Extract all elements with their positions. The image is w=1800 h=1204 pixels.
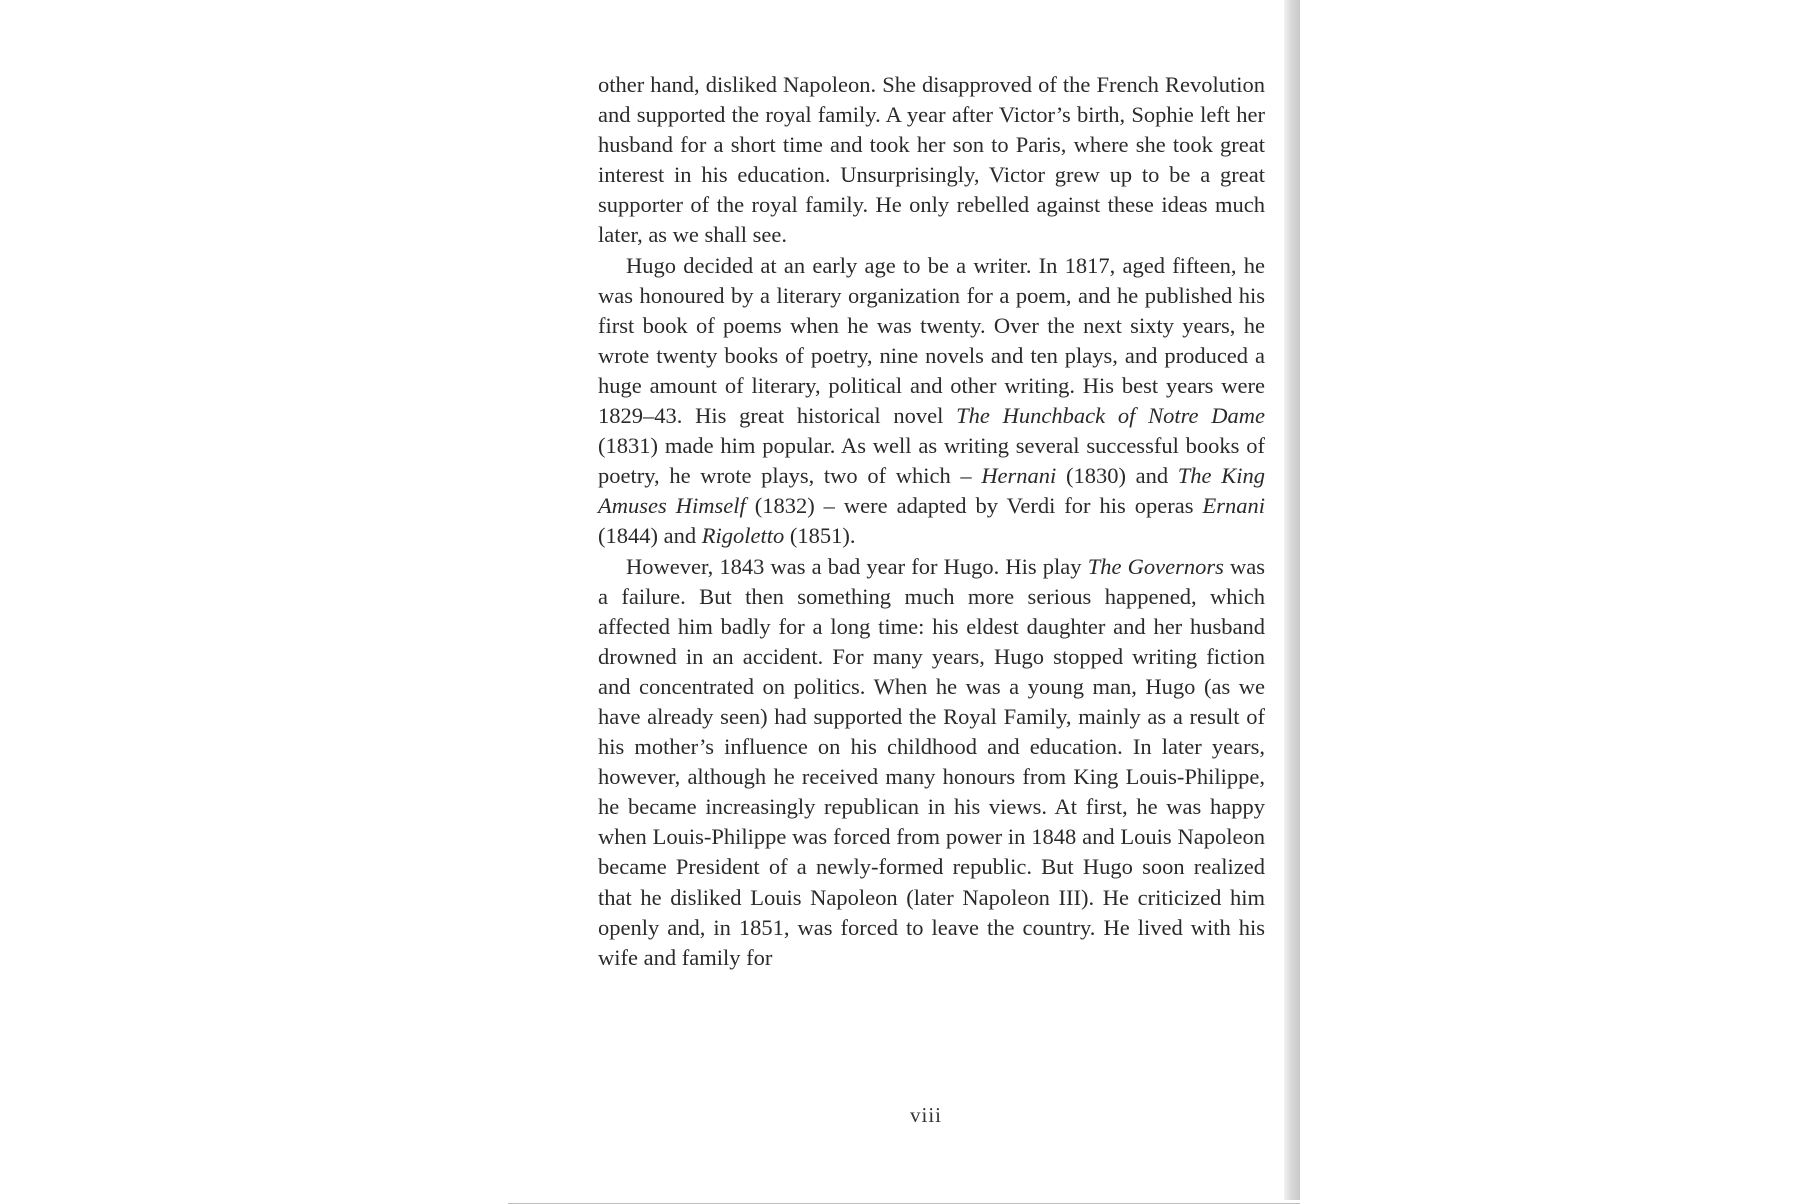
play-title-king-amuses-himself: The King Amuses Himself <box>598 463 1265 519</box>
paragraph-3-text: was a failure. But then something much more serious happened, which affected him badly for a long time: his eldest daughter and her husband drowned in an accident. For many years, Hugo stopped writing fiction and concentrated on politics. When he was a young man, Hugo (as we have already seen) had supported the Royal Family, mainly as a result of his mother’s influence on his childhood and education. In later years, however, although he received many honours from King Louis-Philippe, he became increasingly republican in his views. At first, he was happy when Louis-Philippe was forced from power in 1848 and Louis Napoleon became President of a newly-formed republic. But Hugo soon realized that he disliked Louis Napoleon (later Napoleon III). He criticized him openly and, in 1851, was forced to leave the country. He lived with his wife and family for <box>598 553 1265 970</box>
page-number: viii <box>909 1103 942 1127</box>
paragraph-2-text: (1831) made him popular. As well as writing several successful books of poetry, he wrote plays, two of which – <box>598 433 1265 489</box>
book-title-hunchback: The Hunchback of Notre Dame <box>956 403 1265 429</box>
play-title-governors: The Governors <box>1087 553 1224 579</box>
paragraph-2-text: Hugo decided at an early age to be a writer. In 1817, aged fifteen, he was honoured by a literary organization for a poem, and he published his first book of poems when he was twenty. Over the next sixty years, he wrote twenty books of poetry, nine novels and ten plays, and produced a huge amount of literary, political and other writing. His best years were 1829–43. His great historical novel <box>598 252 1265 429</box>
play-title-hernani: Hernani <box>981 463 1057 489</box>
paragraph-1 <box>598 70 1265 251</box>
page-edge-shadow <box>1284 0 1300 1200</box>
paragraph-2-text: (1851). <box>784 523 856 549</box>
paragraph-2-text: (1832) – were adapted by Verdi for his operas <box>745 493 1203 519</box>
paragraph-2 <box>598 251 1265 552</box>
paragraph-2-text: (1844) and <box>598 523 702 549</box>
opera-title-ernani: Ernani <box>1202 493 1265 519</box>
paragraph-3 <box>598 552 1265 973</box>
paragraph-2-text: (1830) and <box>1056 463 1178 489</box>
opera-title-rigoletto: Rigoletto <box>701 523 785 549</box>
body-text <box>598 70 1265 973</box>
paragraph-1-text: other hand, disliked Napoleon. She disapproved of the French Revolution and supported the royal family. A year after Victor’s birth, Sophie left her husband for a short time and took her son to Paris, where she took great interest in his education. Unsurprisingly, Victor grew up to be a great supporter of the royal family. He only rebelled against these ideas much later, as we shall see. <box>598 72 1265 248</box>
paragraph-3-text: However, 1843 was a bad year for Hugo. His play <box>626 553 1088 579</box>
